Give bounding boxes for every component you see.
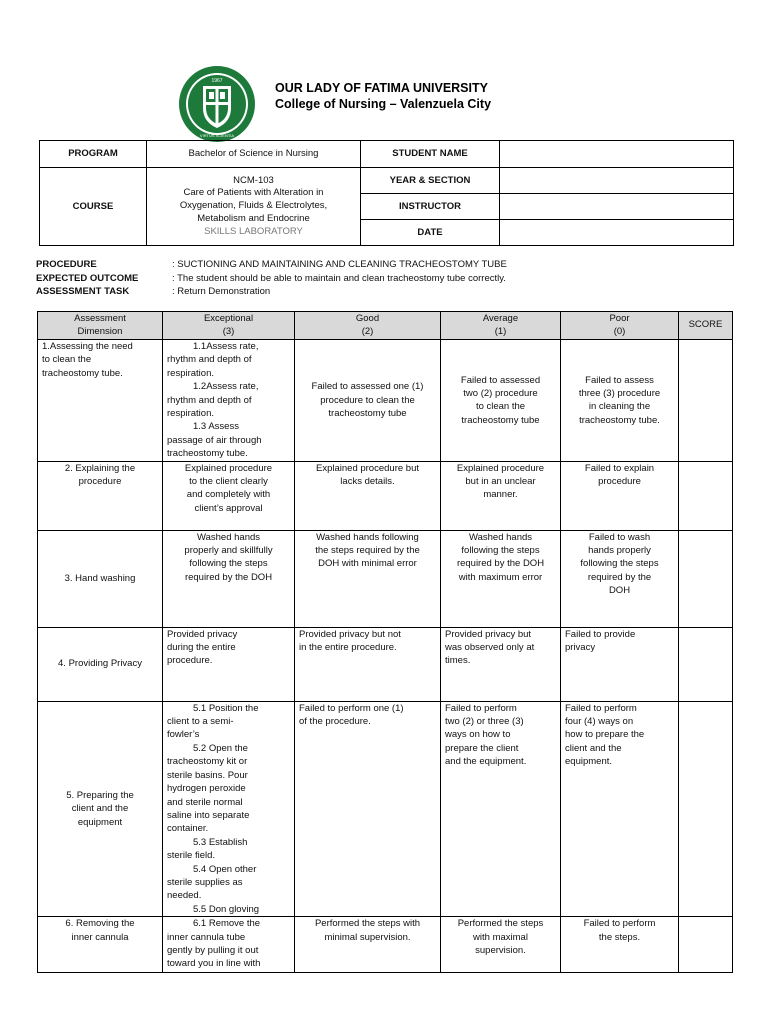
rubric-table	[37, 311, 733, 973]
course-note: SKILLS LABORATORY	[204, 225, 303, 237]
header-exceptional: Exceptional (3)	[163, 312, 295, 340]
header-poor: Poor (0)	[561, 312, 679, 340]
svg-text:VIRTUS SCIENTIA: VIRTUS SCIENTIA	[199, 133, 235, 138]
course-label: COURSE	[40, 168, 147, 246]
rubric-header-row	[38, 312, 733, 340]
row-6-score[interactable]	[679, 917, 733, 973]
row-3-average: Washed hands following the steps required by the DOH with maximum error	[441, 530, 561, 627]
assessment-task-label: ASSESSMENT TASK	[36, 286, 130, 297]
row-3-poor: Failed to wash hands properly following the steps required by the DOH	[561, 530, 679, 627]
year-section-field[interactable]	[500, 168, 734, 194]
expected-outcome-value: : The student should be able to maintain and clean tracheostomy tube correctly.	[172, 272, 506, 284]
row-2-dimension: 2. Explaining the procedure	[38, 461, 163, 530]
row-5-dimension: 5. Preparing the client and the equipment	[38, 701, 163, 917]
row-6-poor: Failed to perform the steps.	[561, 917, 679, 973]
row-3-score[interactable]	[679, 530, 733, 627]
course-title-line-3: Metabolism and Endocrine	[197, 212, 310, 224]
date-label: DATE	[361, 220, 500, 246]
instructor-field[interactable]	[500, 194, 734, 220]
row-4-average: Provided privacy but was observed only at times.	[441, 627, 561, 701]
row-5-score[interactable]	[679, 701, 733, 917]
assessment-task-value: : Return Demonstration	[172, 286, 271, 297]
student-name-field[interactable]	[500, 141, 734, 168]
college-name: College of Nursing – Valenzuela City	[275, 97, 492, 111]
university-header	[275, 80, 491, 112]
row-6-good: Performed the steps with minimal supervision.	[295, 917, 441, 973]
student-name-label: STUDENT NAME	[361, 141, 500, 168]
row-1-average: Failed to assessed two (2) procedure to clean the tracheostomy tube	[441, 340, 561, 462]
program-label: PROGRAM	[40, 141, 147, 168]
row-2-average: Explained procedure but in an unclear manner.	[441, 461, 561, 530]
table-row	[38, 701, 733, 917]
course-value	[147, 168, 361, 246]
course-title-line-2: Oxygenation, Fluids & Electrolytes,	[179, 200, 328, 212]
table-row	[38, 461, 733, 530]
row-5-average: Failed to perform two (2) or three (3) ways on how to prepare the client and the equipment.	[441, 701, 561, 917]
university-seal-logo	[177, 64, 257, 144]
row-3-dimension: 3. Hand washing	[38, 530, 163, 627]
course-code: NCM-103	[233, 174, 274, 186]
row-2-poor: Failed to explain procedure	[561, 461, 679, 530]
student-info-table	[39, 140, 734, 246]
row-1-good: Failed to assessed one (1) procedure to clean the tracheostomy tube	[295, 340, 441, 462]
date-field[interactable]	[500, 220, 734, 246]
row-2-score[interactable]	[679, 461, 733, 530]
svg-text:1967: 1967	[211, 78, 223, 84]
row-1-dimension: 1.Assessing the need to clean the tracheostomy tube.	[38, 340, 163, 462]
row-1-score[interactable]	[679, 340, 733, 462]
year-section-label: YEAR & SECTION	[361, 168, 500, 194]
row-4-good: Provided privacy but not in the entire procedure.	[295, 627, 441, 701]
row-2-exceptional: Explained procedure to the client clearly and completely with client’s approval	[163, 461, 295, 530]
row-4-exceptional: Provided privacy during the entire procedure.	[163, 627, 295, 701]
procedure-block	[36, 258, 507, 299]
row-5-exceptional: 5.1 Position the client to a semi- fowler’s 5.2 Open the tracheostomy kit or sterile basins. Pour hydrogen peroxide and sterile normal saline into separate container. 5.3 Establish sterile field. 5.4 Open other sterile supplies as needed. 5.5 Don gloving	[163, 701, 295, 917]
program-value: Bachelor of Science in Nursing	[147, 141, 361, 168]
table-row	[38, 530, 733, 627]
header-average: Average (1)	[441, 312, 561, 340]
row-4-poor: Failed to provide privacy	[561, 627, 679, 701]
row-3-exceptional: Washed hands properly and skillfully following the steps required by the DOH	[163, 530, 295, 627]
table-row	[38, 917, 733, 973]
header-score: SCORE	[679, 312, 733, 340]
row-5-good: Failed to perform one (1) of the procedure.	[295, 701, 441, 917]
table-row	[38, 340, 733, 462]
row-3-good: Washed hands following the steps required by the DOH with minimal error	[295, 530, 441, 627]
procedure-label: PROCEDURE	[36, 259, 97, 270]
row-6-dimension: 6. Removing the inner cannula	[38, 917, 163, 973]
university-name: OUR LADY OF FATIMA UNIVERSITY	[275, 81, 488, 95]
row-6-average: Performed the steps with maximal supervision.	[441, 917, 561, 973]
row-4-score[interactable]	[679, 627, 733, 701]
procedure-value: : SUCTIONING AND MAINTAINING AND CLEANING TRACHEOSTOMY TUBE	[172, 259, 507, 270]
instructor-label: INSTRUCTOR	[361, 194, 500, 220]
header-good: Good (2)	[295, 312, 441, 340]
header-assessment-dimension: Assessment Dimension	[38, 312, 163, 340]
row-2-good: Explained procedure but lacks details.	[295, 461, 441, 530]
row-1-poor: Failed to assess three (3) procedure in cleaning the tracheostomy tube.	[561, 340, 679, 462]
row-4-dimension: 4. Providing Privacy	[38, 627, 163, 701]
table-row	[38, 627, 733, 701]
expected-outcome-label: EXPECTED OUTCOME	[36, 272, 139, 284]
row-6-exceptional: 6.1 Remove the inner cannula tube gently by pulling it out toward you in line with	[163, 917, 295, 973]
course-title-line-1: Care of Patients with Alteration in	[183, 187, 324, 199]
row-5-poor: Failed to perform four (4) ways on how to prepare the client and the equipment.	[561, 701, 679, 917]
row-1-exceptional: 1.1Assess rate, rhythm and depth of respiration. 1.2Assess rate, rhythm and depth of respiration. 1.3 Assess passage of air through tracheostomy tube.	[163, 340, 295, 462]
